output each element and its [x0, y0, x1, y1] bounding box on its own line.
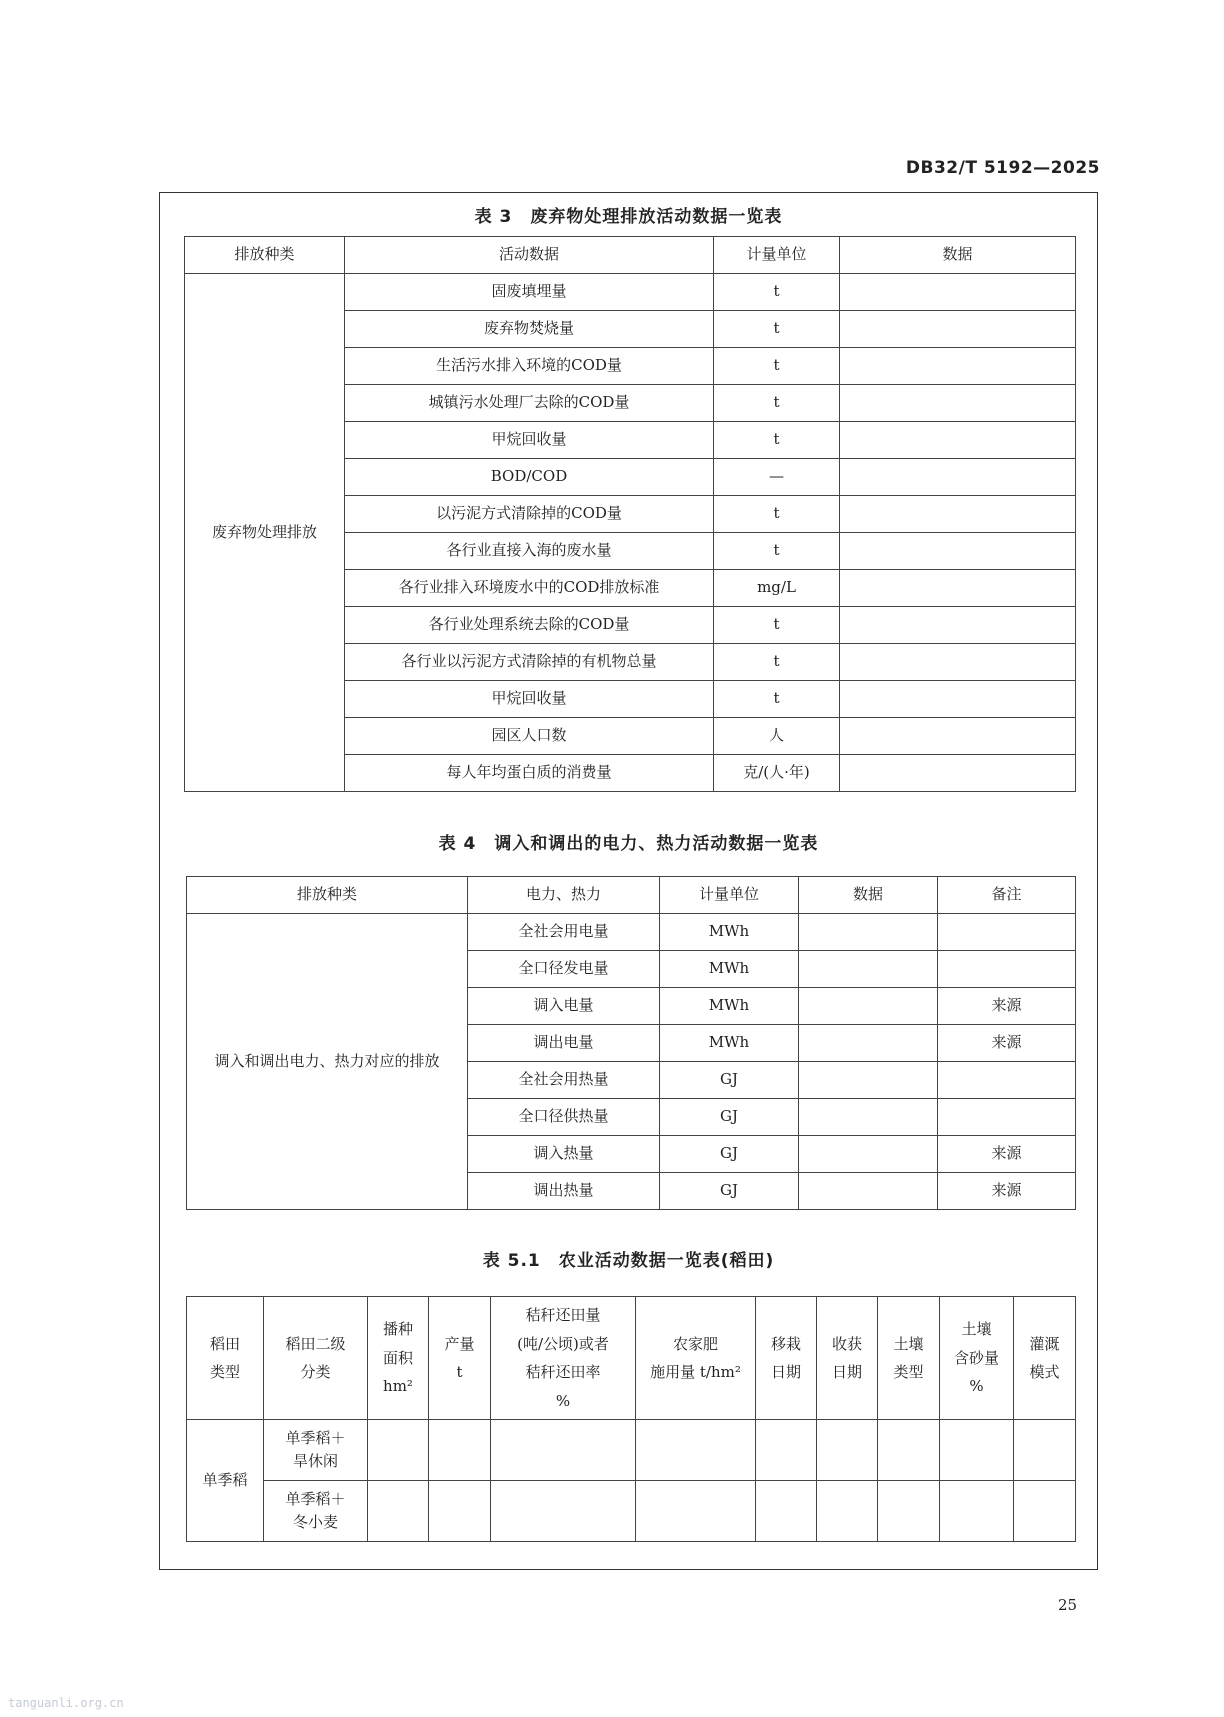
table4-header: 数据 — [799, 877, 938, 914]
table4-data-cell — [799, 1025, 938, 1062]
table3-activity-cell: 固废填埋量 — [345, 274, 714, 311]
table4-header-row — [187, 877, 1076, 914]
table51-empty-cell — [491, 1481, 636, 1542]
table4-item-cell: 调入热量 — [468, 1136, 660, 1173]
table51-header — [940, 1297, 1014, 1420]
table3-unit-cell: t — [714, 348, 840, 385]
table51-subclass-line: 冬小麦 — [292, 1513, 338, 1531]
table4-note-cell: 来源 — [938, 1173, 1076, 1210]
table3-activity-cell: 甲烷回收量 — [345, 422, 714, 459]
table4-header: 电力、热力 — [468, 877, 660, 914]
table3-data-cell — [840, 274, 1076, 311]
table3-activity-cell: 园区人口数 — [345, 718, 714, 755]
table51-header-line: 日期 — [770, 1363, 801, 1381]
table3-unit-cell: t — [714, 681, 840, 718]
table3-unit-cell: t — [714, 311, 840, 348]
table51-header-line: 施用量 t/hm² — [650, 1363, 741, 1381]
table51-row — [187, 1481, 1076, 1542]
table3-unit-cell: 克/(人·年) — [714, 755, 840, 792]
table3-activity-cell: 各行业排入环境废水中的COD排放标准 — [345, 570, 714, 607]
table4-unit-cell: MWh — [660, 951, 799, 988]
table3-header: 排放种类 — [185, 237, 345, 274]
table51-header-line: 灌溉 — [1029, 1334, 1060, 1353]
table4-data-cell — [799, 1062, 938, 1099]
table51-header-line: 面积 — [382, 1348, 413, 1367]
table51-header-line: 模式 — [1029, 1363, 1060, 1381]
table51-empty-cell — [817, 1420, 878, 1481]
table3-data-cell — [840, 570, 1076, 607]
table51 — [186, 1296, 1076, 1542]
table51-header — [756, 1297, 817, 1420]
table3-activity-cell: 每人年均蛋白质的消费量 — [345, 755, 714, 792]
table4-header: 备注 — [938, 877, 1076, 914]
table51-header-line: 播种 — [382, 1320, 413, 1339]
table51-empty-cell — [368, 1481, 429, 1542]
table51-subclass-line: 旱休闲 — [292, 1452, 338, 1470]
table51-header-line: 含砂量 — [953, 1348, 999, 1367]
table51-header-line: 产量 — [444, 1334, 475, 1353]
table3-header: 活动数据 — [345, 237, 714, 274]
table51-header-line: % — [555, 1391, 571, 1410]
table51-empty-cell — [756, 1481, 817, 1542]
table4-data-cell — [799, 1173, 938, 1210]
content-frame — [159, 192, 1098, 1570]
table51-empty-cell — [636, 1420, 756, 1481]
table51-row — [187, 1420, 1076, 1481]
table3-header: 数据 — [840, 237, 1076, 274]
table3-unit-cell: — — [714, 459, 840, 496]
table3-data-cell — [840, 718, 1076, 755]
table51-header-line: % — [969, 1377, 984, 1396]
table3-data-cell — [840, 607, 1076, 644]
table3-activity-cell: 各行业处理系统去除的COD量 — [345, 607, 714, 644]
table51-empty-cell — [878, 1420, 940, 1481]
table4-unit-cell: GJ — [660, 1136, 799, 1173]
table51-subclass-cell — [264, 1420, 368, 1481]
table4-header: 排放种类 — [187, 877, 468, 914]
table3-activity-cell: BOD/COD — [345, 459, 714, 496]
table51-header — [264, 1297, 368, 1420]
table3 — [184, 236, 1076, 792]
table3-title: 表 3 废弃物处理排放活动数据一览表 — [474, 207, 783, 227]
table4-unit-cell: GJ — [660, 1173, 799, 1210]
table4-note-cell — [938, 1062, 1076, 1099]
table51-header-line: hm² — [383, 1377, 413, 1396]
table51-empty-cell — [491, 1420, 636, 1481]
table51-empty-cell — [368, 1420, 429, 1481]
table51-header-line: 土壤 — [893, 1334, 924, 1353]
table3-activity-cell: 各行业直接入海的废水量 — [345, 533, 714, 570]
table4-note-cell: 来源 — [938, 1025, 1076, 1062]
table51-empty-cell — [429, 1481, 491, 1542]
table4-unit-cell: MWh — [660, 988, 799, 1025]
table51-header-line: 移栽 — [770, 1334, 801, 1353]
table51-empty-cell — [940, 1420, 1014, 1481]
page-number: 25 — [1058, 1596, 1078, 1614]
table3-unit-cell: t — [714, 607, 840, 644]
table51-empty-cell — [1014, 1420, 1076, 1481]
table4-item-cell: 全口径供热量 — [468, 1099, 660, 1136]
table4-item-cell: 调出电量 — [468, 1025, 660, 1062]
table51-header — [368, 1297, 429, 1420]
table51-subclass-cell — [264, 1481, 368, 1542]
table51-header-line: 稻田二级 — [285, 1334, 346, 1353]
table3-data-cell — [840, 681, 1076, 718]
table4-data-cell — [799, 1136, 938, 1173]
table3-activity-cell: 甲烷回收量 — [345, 681, 714, 718]
table51-empty-cell — [940, 1481, 1014, 1542]
table4-unit-cell: MWh — [660, 914, 799, 951]
table3-data-cell — [840, 311, 1076, 348]
document-code: DB32/T 5192—2025 — [905, 158, 1100, 178]
table51-header — [1014, 1297, 1076, 1420]
table51-header-line: 收获 — [831, 1334, 862, 1353]
table4-row — [187, 914, 1076, 951]
table3-activity-cell: 城镇污水处理厂去除的COD量 — [345, 385, 714, 422]
table51-header-line: 土壤 — [961, 1320, 992, 1339]
table4-item-cell: 调出热量 — [468, 1173, 660, 1210]
table51-header — [817, 1297, 878, 1420]
table4-item-cell: 全口径发电量 — [468, 951, 660, 988]
table51-subclass-line: 单季稻＋ — [285, 1428, 346, 1447]
table3-activity-cell: 以污泥方式清除掉的COD量 — [345, 496, 714, 533]
table51-empty-cell — [429, 1420, 491, 1481]
table51-header — [878, 1297, 940, 1420]
table51-header — [187, 1297, 264, 1420]
table3-data-cell — [840, 459, 1076, 496]
table3-header-row — [185, 237, 1076, 274]
table4-header: 计量单位 — [660, 877, 799, 914]
table51-header-row — [187, 1297, 1076, 1420]
table51-category-cell: 单季稻 — [187, 1420, 264, 1542]
table4-data-cell — [799, 951, 938, 988]
table51-header-line: 秸秆还田率 — [525, 1363, 601, 1381]
table3-data-cell — [840, 644, 1076, 681]
table3-activity-cell: 各行业以污泥方式清除掉的有机物总量 — [345, 644, 714, 681]
table51-header-line: 类型 — [893, 1363, 924, 1381]
table4-data-cell — [799, 1099, 938, 1136]
table51-header — [636, 1297, 756, 1420]
table3-header: 计量单位 — [714, 237, 840, 274]
table51-empty-cell — [636, 1481, 756, 1542]
table4-note-cell — [938, 951, 1076, 988]
table3-unit-cell: mg/L — [714, 570, 840, 607]
watermark-text: tanguanli.org.cn — [8, 1696, 124, 1710]
table4-note-cell: 来源 — [938, 988, 1076, 1025]
table51-header — [429, 1297, 491, 1420]
table4-item-cell: 全社会用电量 — [468, 914, 660, 951]
table51-header-line: (吨/公顷)或者 — [517, 1334, 609, 1353]
table3-row — [185, 274, 1076, 311]
table4-category-cell: 调入和调出电力、热力对应的排放 — [187, 914, 468, 1210]
table3-data-cell — [840, 348, 1076, 385]
table4-note-cell — [938, 914, 1076, 951]
table3-unit-cell: t — [714, 496, 840, 533]
table3-unit-cell: t — [714, 644, 840, 681]
table4-note-cell — [938, 1099, 1076, 1136]
table51-empty-cell — [878, 1481, 940, 1542]
table4-unit-cell: GJ — [660, 1099, 799, 1136]
table3-unit-cell: t — [714, 385, 840, 422]
table51-header — [491, 1297, 636, 1420]
table3-data-cell — [840, 385, 1076, 422]
table3-category-cell: 废弃物处理排放 — [185, 274, 345, 792]
table51-header-line: 农家肥 — [672, 1334, 718, 1353]
table3-unit-cell: t — [714, 274, 840, 311]
table51-empty-cell — [817, 1481, 878, 1542]
table3-unit-cell: 人 — [714, 718, 840, 755]
table4-item-cell: 调入电量 — [468, 988, 660, 1025]
table4 — [186, 876, 1076, 1210]
table4-data-cell — [799, 914, 938, 951]
table4-title: 表 4 调入和调出的电力、热力活动数据一览表 — [438, 834, 819, 854]
table51-empty-cell — [1014, 1481, 1076, 1542]
table3-unit-cell: t — [714, 422, 840, 459]
table51-header-line: t — [456, 1363, 463, 1381]
table51-header-line: 分类 — [300, 1363, 331, 1381]
table4-unit-cell: MWh — [660, 1025, 799, 1062]
table3-data-cell — [840, 422, 1076, 459]
table51-header-line: 秸秆还田量 — [525, 1306, 601, 1324]
table4-item-cell: 全社会用热量 — [468, 1062, 660, 1099]
table51-header-line: 类型 — [209, 1363, 240, 1381]
table4-data-cell — [799, 988, 938, 1025]
table51-header-line: 日期 — [831, 1363, 862, 1381]
table3-data-cell — [840, 755, 1076, 792]
table51-header-line: 稻田 — [209, 1334, 240, 1353]
table51-title: 表 5.1 农业活动数据一览表(稻田) — [482, 1251, 775, 1271]
table4-note-cell: 来源 — [938, 1136, 1076, 1173]
table3-data-cell — [840, 533, 1076, 570]
table3-data-cell — [840, 496, 1076, 533]
table3-activity-cell: 生活污水排入环境的COD量 — [345, 348, 714, 385]
table51-subclass-line: 单季稻＋ — [285, 1489, 346, 1508]
table3-activity-cell: 废弃物焚烧量 — [345, 311, 714, 348]
table3-unit-cell: t — [714, 533, 840, 570]
table4-unit-cell: GJ — [660, 1062, 799, 1099]
table51-empty-cell — [756, 1420, 817, 1481]
